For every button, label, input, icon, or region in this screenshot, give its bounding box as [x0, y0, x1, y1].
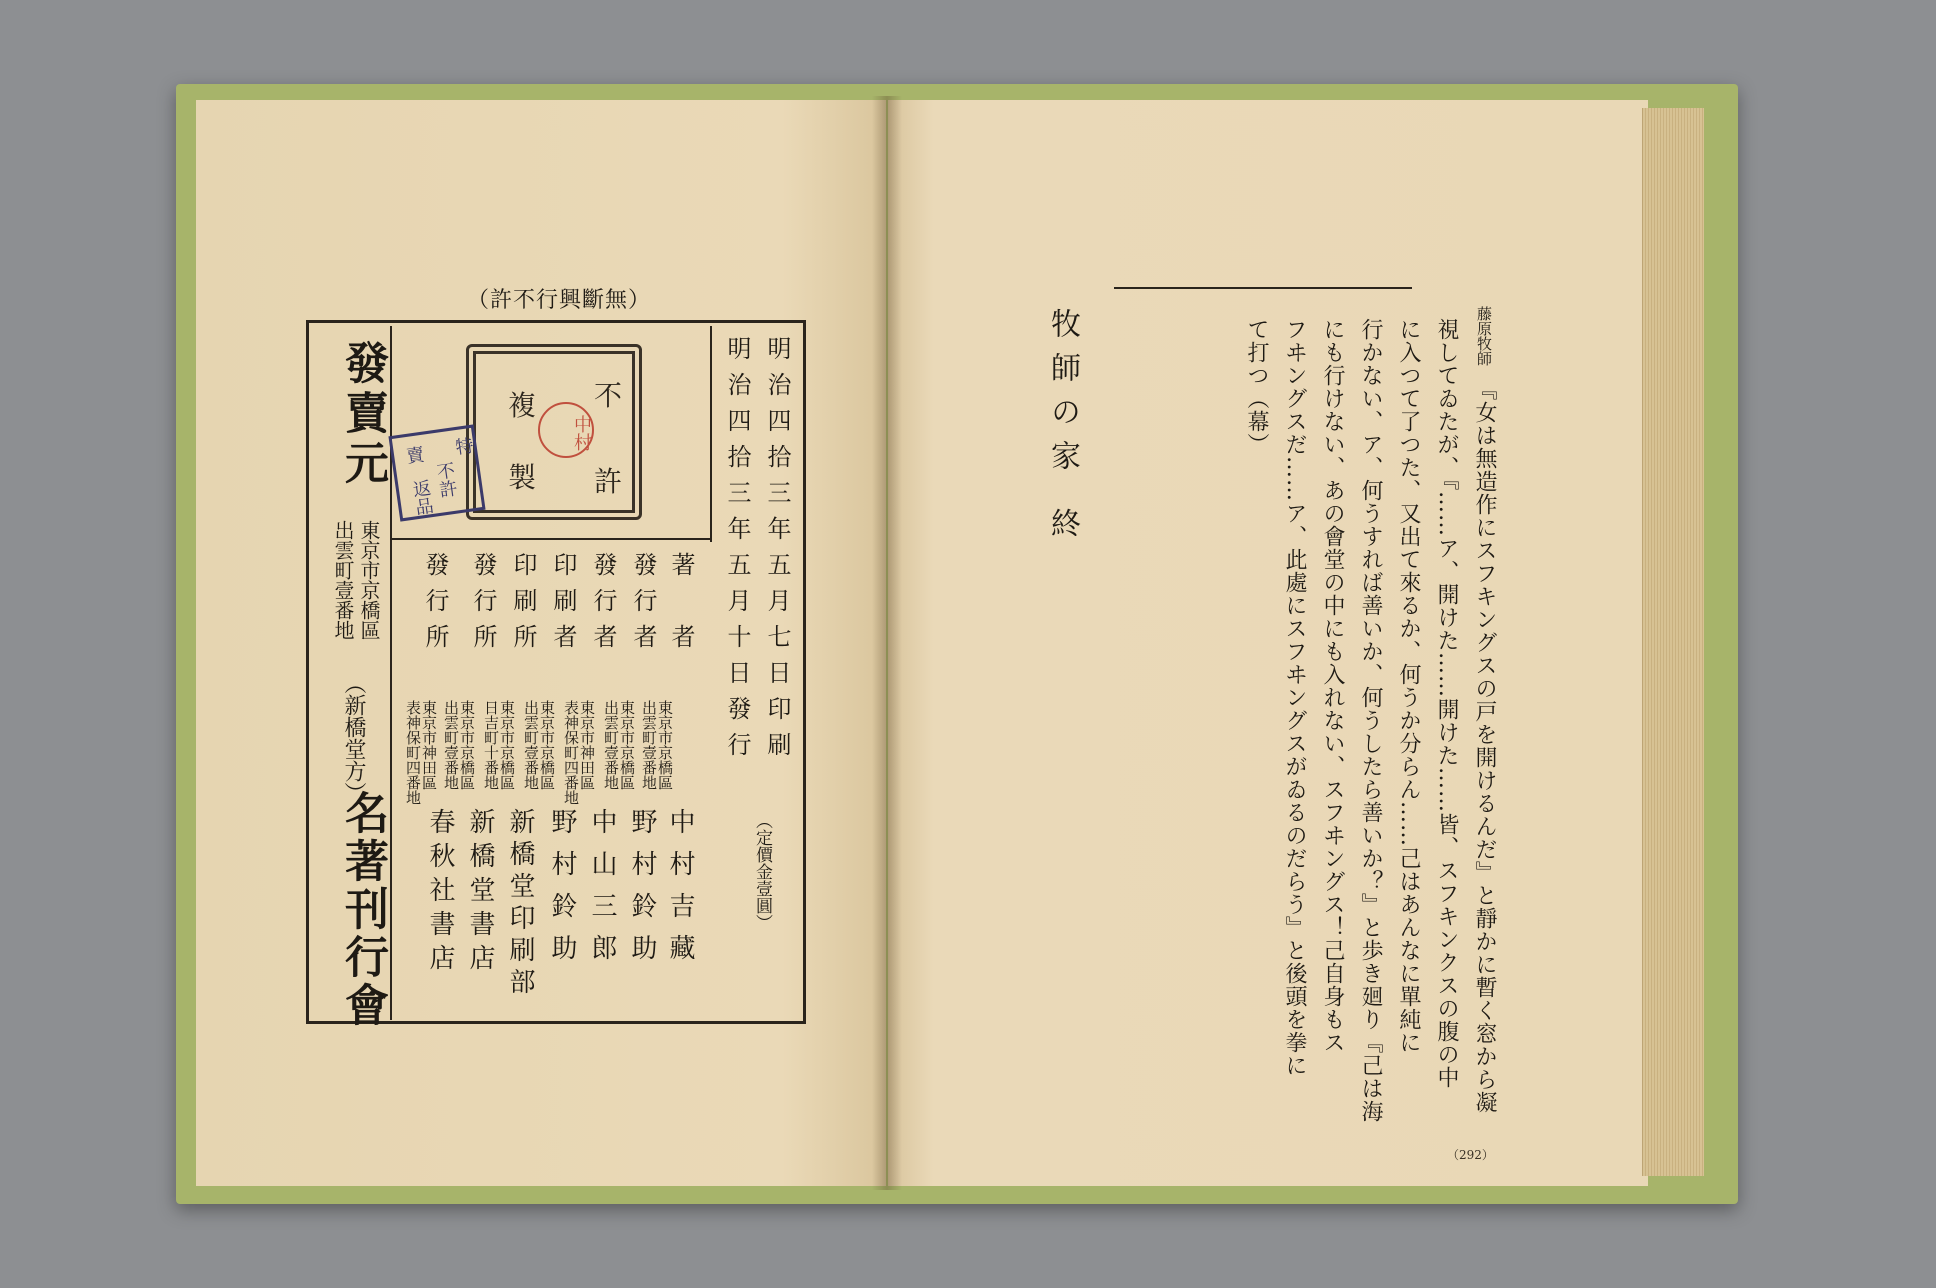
price: （定價金壹圓） — [752, 812, 772, 931]
role-address: 東京市京橋區 — [498, 700, 516, 790]
role-name: 中村吉藏 — [665, 808, 695, 976]
role-address: 表神保町四番地 — [562, 700, 580, 805]
role-address: 東京市京橋區 — [656, 700, 674, 790]
text-line: 行かない、ア、何うすれば善いか、何うしたら善いか？』と歩き廻り『己は海 — [1358, 318, 1383, 1123]
distributor-branch: （新橋堂方） — [341, 672, 366, 804]
author-seal: 中村 — [538, 402, 594, 458]
distributor-name: 名著刊行會 — [337, 790, 388, 1030]
publish-date: 明治四拾三年五月十日發行 — [723, 336, 751, 768]
text-line: に入つて了つた、又出て來るか、何うか分らん……己はあんなに單純に — [1396, 318, 1421, 1054]
stamp-char: 許 — [594, 465, 623, 498]
text-line: 視してゐたが、『……ア、開けた……開けた……皆、スフキンクスの腹の中 — [1434, 318, 1459, 1089]
seal-text: 不許 — [432, 460, 459, 500]
frame-divider — [390, 538, 712, 540]
role-label: 發行者 — [589, 552, 617, 660]
role-address: 出雲町壹番地 — [522, 700, 540, 790]
role-label: 發行所 — [421, 552, 449, 660]
role-name: 新橋堂書店 — [465, 808, 495, 978]
role-address: 表神保町四番地 — [404, 700, 422, 805]
role-name: 野村鈴助 — [627, 808, 657, 976]
text-line: フヰングスだ……ア、此處にスフヰングスがゐるのだらう』と後頭を拳に — [1282, 318, 1307, 1077]
seal-text: 返品 — [408, 478, 435, 517]
role-name: 中山三郎 — [587, 808, 617, 976]
role-address: 東京市神田區 — [420, 700, 438, 790]
role-label: 發行者 — [629, 552, 657, 660]
role-name: 新橋堂印刷部 — [505, 808, 535, 1000]
print-date: 明治四拾三年五月七日印刷 — [763, 336, 791, 768]
distributor-label: 發賣元 — [337, 340, 388, 490]
role-address: 出雲町壹番地 — [442, 700, 460, 790]
role-name: 春秋社書店 — [425, 808, 455, 978]
right-page — [888, 100, 1648, 1186]
role-address: 東京市京橋區 — [618, 700, 636, 790]
role-address: 東京市神田區 — [578, 700, 596, 790]
page-number: （292） — [1447, 1148, 1494, 1162]
text-line: て打つ（幕） — [1244, 318, 1269, 456]
stamp-char: 不 — [594, 379, 623, 412]
text-line: にも行けない、あの會堂の中にも入れない、スフヰングス！己自身もス — [1320, 318, 1345, 1054]
page-edges — [1642, 108, 1704, 1176]
text-line: 『女は無造作にスフキングスの戸を開けるんだ』と靜かに暫く窓から凝 — [1472, 378, 1497, 1114]
role-label: 印刷所 — [509, 552, 537, 660]
sales-seal — [388, 424, 485, 521]
distributor-address: 東京市京橋區 — [357, 520, 381, 640]
role-label: 印刷者 — [549, 552, 577, 660]
reprint-notice: （許不行興斷無） — [467, 288, 652, 313]
seal-text: 特 — [451, 435, 475, 457]
stamp-char: 複 — [508, 389, 537, 422]
role-address: 東京市京橋區 — [538, 700, 556, 790]
stamp-char: 製 — [508, 461, 537, 494]
end-mark: 牧師の家 終 — [1045, 308, 1080, 552]
role-address: 出雲町壹番地 — [602, 700, 620, 790]
role-address: 東京市京橋區 — [458, 700, 476, 790]
spine-gutter — [872, 96, 902, 1190]
role-label: 發行所 — [469, 552, 497, 660]
role-address: 出雲町壹番地 — [640, 700, 658, 790]
section-rule — [1114, 287, 1412, 289]
frame-divider — [710, 326, 712, 542]
role-address: 日吉町十番地 — [482, 700, 500, 790]
speaker-name: 藤原牧師 — [1475, 306, 1493, 366]
seal-text: 賣 — [402, 444, 426, 466]
distributor-address: 出雲町壹番地 — [331, 520, 355, 640]
role-name: 野村鈴助 — [547, 808, 577, 976]
role-label: 著 者 — [667, 552, 695, 660]
